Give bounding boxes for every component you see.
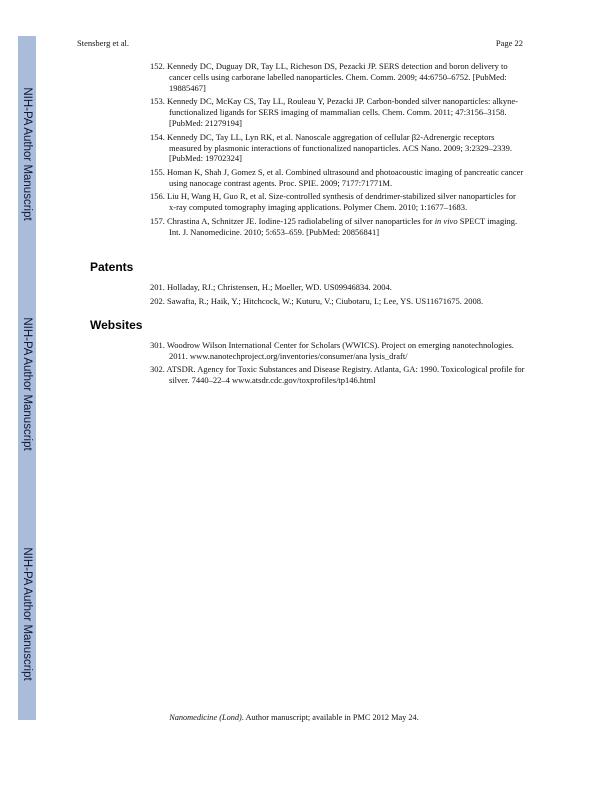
- reference-item: 157. Chrastina A, Schnitzer JE. Iodine-125 radiolabeling of silver nanoparticles for in vivo SPECT imaging. Int. J. Nanomedicine. 2010; 5:653–659. [PubMed: 20856841]: [150, 215, 518, 237]
- reference-item: 156. Liu H, Wang H, Guo R, et al. Size-controlled synthesis of dendrimer-stabilized silver nanoparticles for x-ray computed tomography imaging applications. Polymer Chem. 2010; 1:1677–1683.: [150, 191, 516, 213]
- reference-item: 153. Kennedy DC, McKay CS, Tay LL, Rouleau Y, Pezacki JP. Carbon-bonded silver nanoparticles: alkyne-functionalized ligands for SERS imaging of mammalian cells. Chem. Comm. 2011; 47:3156–3158. [PubMed: 21279194]: [150, 96, 518, 129]
- section-heading-patents: Patents: [90, 260, 134, 274]
- running-header-author: Stensberg et al.: [77, 38, 130, 48]
- website-item: 301. Woodrow Wilson International Center for Scholars (WWICS). Project on emerging nanotechnologies. 2011. www.nanotechproject.org/inventories/consumer/ana lysis_draft/: [150, 340, 514, 361]
- reference-item: 155. Homan K, Shah J, Gomez S, et al. Combined ultrasound and photoacoustic imaging of pancreatic cancer using nanocage contrast agents. Proc. SPIE. 2009; 7177:71771M.: [150, 166, 524, 188]
- reference-item: 152. Kennedy DC, Duguay DR, Tay LL, Richeson DS, Pezacki JP. SERS detection and boron delivery to cancer cells using carborane labelled nanoparticles. Chem. Comm. 2009; 44:6750–6752. [PubMed: 19885467]: [150, 61, 508, 93]
- page-footer: Nanomedicine (Lond). Author manuscript; available in PMC 2012 May 24.: [169, 713, 419, 722]
- journal-name: Nanomedicine (Lond): [169, 713, 242, 722]
- nih-pa-sidebar: [18, 36, 36, 720]
- reference-list: [150, 61, 525, 240]
- reference-item: 154. Kennedy DC, Tay LL, Lyn RK, et al. Nanoscale aggregation of cellular β2-Adrenergic receptors measured by plasmonic interactions of functionalized nanoparticles. ACS Nano. 2009; 3:2329–2339. [PubMed: 19702324]: [150, 131, 512, 164]
- sidebar-label: NIH-PA Author Manuscript: [21, 87, 33, 221]
- page-number: Page 22: [495, 38, 523, 48]
- sidebar-label: NIH-PA Author Manuscript: [21, 317, 33, 451]
- patent-list: [150, 282, 525, 309]
- website-item: 302. ATSDR. Agency for Toxic Substances and Disease Registry. Atlanta, GA: 1990. Toxicological profile for silver. 7440–22–4 www.atsdr.cdc.gov/toxprofiles/tp146.html: [150, 364, 525, 386]
- website-list: [150, 340, 525, 389]
- sidebar-label: NIH-PA Author Manuscript: [21, 547, 33, 681]
- section-heading-websites: Websites: [90, 318, 143, 332]
- patent-item: 201. Holladay, RJ.; Christensen, H.; Moeller, WD. US09946834. 2004.: [150, 282, 392, 292]
- patent-item: 202. Sawafta, R.; Haik, Y.; Hitchcock, W.; Kuturu, V.; Ciubotaru, I.; Lee, YS. US11671675. 2008.: [150, 295, 484, 306]
